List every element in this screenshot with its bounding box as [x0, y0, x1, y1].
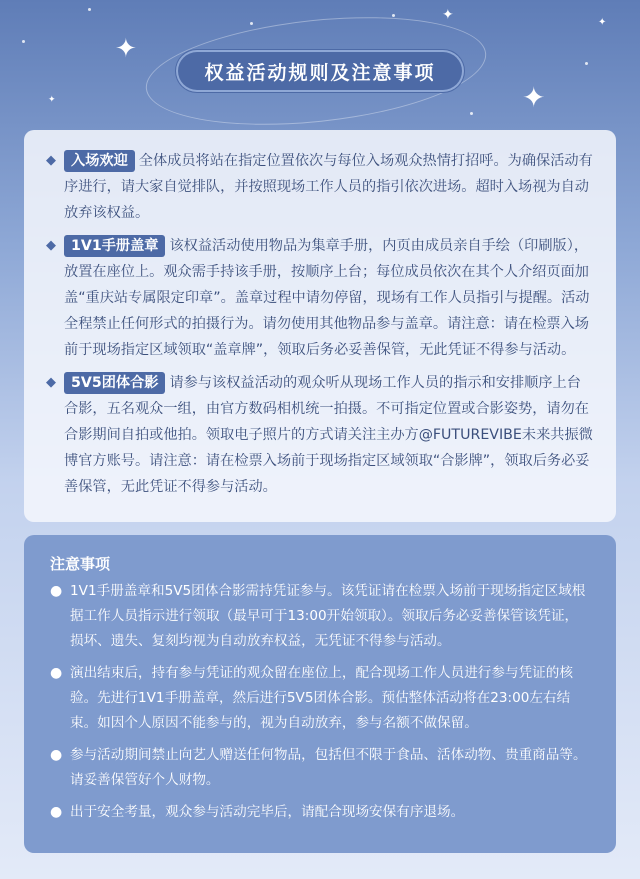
rule-tag: 入场欢迎 [64, 150, 135, 172]
diamond-icon: ◆ [46, 238, 56, 253]
sparkle-icon: ✦ [598, 17, 607, 28]
star-dot [250, 22, 253, 25]
notes-panel [24, 535, 616, 853]
note-text: 参与活动期间禁止向艺人赠送任何物品，包括但不限于食品、活体动物、贵重商品等。请妥善保管好个人财物。 [70, 747, 587, 788]
rule-stamp-booklet [46, 233, 594, 363]
rule-text: 请参与该权益活动的观众听从现场工作人员的指示和安排顺序上台合影，五名观众一组，由官方数码相机统一拍摄。不可指定位置或合影姿势，请勿在合影期间自拍或他拍。领取电子照片的方式请关注主办方@FUTUREVIBE未来共振微博官方账号。请注意：请在检票入场前于现场指定区域领取“合影牌”，领取后务必妥善保管，无此凭证不得参与活动。 [64, 375, 593, 495]
sparkle-icon: ✦ [48, 95, 56, 105]
diamond-icon: ◆ [46, 375, 56, 390]
note-item [50, 661, 590, 736]
rule-tag: 1V1手册盖章 [64, 235, 165, 257]
star-dot [392, 14, 395, 17]
rule-text: 全体成员将站在指定位置依次与每位入场观众热情打招呼。为确保活动有序进行，请大家自觉排队，并按照现场工作人员的指引依次进场。超时入场视为自动放弃该权益。 [64, 153, 593, 221]
note-item [50, 800, 590, 825]
rule-group-photo [46, 370, 594, 500]
star-dot [585, 62, 588, 65]
sparkle-icon: ✦ [522, 81, 546, 114]
star-dot [22, 40, 25, 43]
rule-text: 该权益活动使用物品为集章手册，内页由成员亲自手绘（印刷版），放置在座位上。观众需手持该手册，按顺序上台；每位成员依次在其个人介绍页面加盖“重庆站专属限定印章”。盖章过程中请勿停留，现场有工作人员指引与提醒。活动全程禁止任何形式的拍摄行为。请勿使用其他物品参与盖章。请注意：请在检票入场前于现场指定区域领取“盖章牌”，领取后务必妥善保管，无此凭证不得参与活动。 [64, 238, 590, 358]
notes-title: 注意事项 [50, 555, 111, 573]
star-dot [470, 112, 473, 115]
bullet-icon: ● [50, 804, 63, 820]
star-dot [88, 8, 91, 11]
note-item [50, 743, 590, 793]
rule-tag: 5V5团体合影 [64, 372, 165, 394]
rule-entry-welcome [46, 148, 594, 226]
sparkle-icon: ✦ [442, 7, 454, 23]
note-item [50, 579, 590, 654]
note-text: 演出结束后，持有参与凭证的观众留在座位上，配合现场工作人员进行参与凭证的核验。先进行1V1手册盖章，然后进行5V5团体合影。预估整体活动将在23:00左右结束。如因个人原因不能参与的，视为自动放弃，参与名额不做保留。 [70, 665, 573, 731]
diamond-icon: ◆ [46, 153, 56, 168]
rules-panel [24, 130, 616, 522]
sparkle-icon: ✦ [115, 34, 137, 64]
note-text: 出于安全考量，观众参与活动完毕后，请配合现场安保有序退场。 [70, 804, 465, 820]
bullet-icon: ● [50, 583, 63, 599]
page-title: 权益活动规则及注意事项 [178, 52, 462, 90]
bullet-icon: ● [50, 665, 63, 681]
bullet-icon: ● [50, 747, 63, 763]
note-text: 1V1手册盖章和5V5团体合影需持凭证参与。该凭证请在检票入场前于现场指定区域根据工作人员指示进行领取（最早可于13:00开始领取）。领取后务必妥善保管该凭证，损坏、遗失、复刻均视为自动放弃权益，无凭证不得参与活动。 [70, 583, 586, 649]
